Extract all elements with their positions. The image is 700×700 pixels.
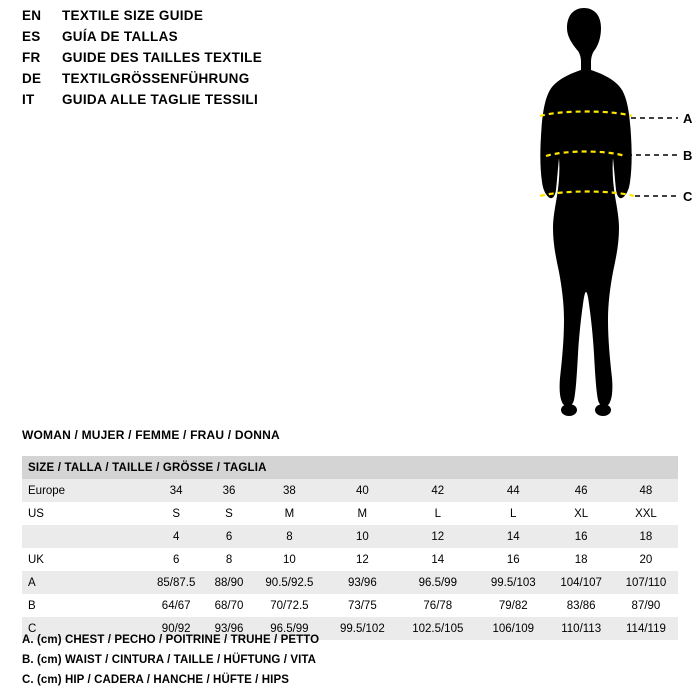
- cell-europe-1: 36: [222, 484, 236, 497]
- cell-usnum-1: 6: [225, 530, 233, 543]
- female-silhouette-icon: [540, 8, 631, 416]
- cell-a-7: 107/110: [625, 576, 667, 589]
- table-row-uk: [22, 548, 678, 571]
- cell-uk-6: 18: [574, 553, 588, 566]
- marker-label-c: C: [683, 189, 693, 204]
- cell-europe-3: 40: [355, 484, 369, 497]
- cell-uk-4: 14: [431, 553, 445, 566]
- row-label-a: A: [28, 576, 36, 589]
- title-row-it: [22, 92, 482, 113]
- cell-b-7: 87/90: [631, 599, 661, 612]
- cell-usnum-7: 18: [639, 530, 653, 543]
- language-code-en: EN: [22, 8, 42, 23]
- cell-a-6: 104/107: [560, 576, 602, 589]
- footnote-a: A. (cm) CHEST / PECHO / POITRINE / TRUHE / PETTO: [22, 634, 320, 646]
- cell-usnum-0: 4: [172, 530, 180, 543]
- measurement-figure: [470, 0, 700, 430]
- row-label-b: B: [28, 599, 36, 612]
- row-label-c: C: [28, 622, 37, 635]
- cell-usnum-6: 16: [574, 530, 588, 543]
- marker-leader-lines: [627, 118, 678, 196]
- cell-us-3: M: [357, 507, 368, 520]
- section-heading-woman: WOMAN / MUJER / FEMME / FRAU / DONNA: [22, 428, 280, 442]
- row-label-us: US: [28, 507, 44, 520]
- cell-europe-0: 34: [169, 484, 183, 497]
- language-code-fr: FR: [22, 50, 41, 65]
- row-label-europe: Europe: [28, 484, 66, 497]
- title-block: [22, 8, 482, 113]
- cell-europe-5: 44: [506, 484, 520, 497]
- cell-uk-1: 8: [225, 553, 233, 566]
- title-text-en: TEXTILE SIZE GUIDE: [62, 8, 204, 23]
- cell-uk-3: 12: [355, 553, 369, 566]
- language-code-it: IT: [22, 92, 35, 107]
- title-row-en: [22, 8, 482, 29]
- cell-a-5: 99.5/103: [490, 576, 536, 589]
- title-row-fr: [22, 50, 482, 71]
- title-row-de: [22, 71, 482, 92]
- cell-us-0: S: [172, 507, 181, 520]
- cell-c-5: 106/109: [492, 622, 535, 635]
- cell-us-7: XXL: [635, 507, 657, 520]
- cell-europe-4: 42: [431, 484, 445, 497]
- cell-usnum-5: 14: [506, 530, 520, 543]
- cell-c-6: 110/113: [561, 622, 602, 635]
- title-text-de: TEXTILGRÖSSENFÜHRUNG: [62, 71, 250, 86]
- cell-a-2: 90.5/92.5: [265, 576, 314, 589]
- table-header-label: SIZE / TALLA / TAILLE / GRÖSSE / TAGLIA: [28, 461, 267, 474]
- language-code-de: DE: [22, 71, 42, 86]
- table-row-a: [22, 571, 678, 594]
- title-row-es: [22, 29, 482, 50]
- table-row-us-numeric: [22, 525, 678, 548]
- cell-b-2: 70/72.5: [270, 599, 309, 612]
- marker-label-b: B: [683, 148, 693, 163]
- cell-europe-2: 38: [282, 484, 296, 497]
- cell-c-0: 90/92: [161, 622, 191, 635]
- row-label-uk: UK: [28, 553, 44, 566]
- cell-uk-5: 16: [506, 553, 520, 566]
- cell-us-6: XL: [574, 507, 589, 520]
- marker-label-a: A: [683, 111, 693, 126]
- cell-c-4: 102.5/105: [412, 622, 464, 635]
- cell-usnum-3: 10: [355, 530, 369, 543]
- cell-us-5: L: [510, 507, 517, 520]
- cell-c-7: 114/119: [626, 622, 666, 635]
- title-text-fr: GUIDE DES TAILLES TEXTILE: [62, 50, 263, 65]
- cell-a-4: 96.5/99: [418, 576, 457, 589]
- cell-c-1: 93/96: [214, 622, 244, 635]
- cell-b-6: 83/86: [566, 599, 596, 612]
- title-text-es: GUÍA DE TALLAS: [62, 29, 178, 44]
- cell-b-3: 73/75: [347, 599, 377, 612]
- row-label-us-numeric: [22, 525, 146, 548]
- cell-uk-2: 10: [282, 553, 296, 566]
- cell-us-4: L: [434, 507, 441, 520]
- cell-a-0: 85/87.5: [157, 576, 196, 589]
- cell-us-2: M: [284, 507, 295, 520]
- cell-europe-6: 46: [574, 484, 588, 497]
- cell-b-5: 79/82: [498, 599, 528, 612]
- cell-uk-7: 20: [639, 553, 653, 566]
- cell-uk-0: 6: [172, 553, 180, 566]
- footnote-b: B. (cm) WAIST / CINTURA / TAILLE / HÜFTUNG / VITA: [22, 654, 317, 666]
- cell-usnum-4: 12: [431, 530, 445, 543]
- cell-a-3: 93/96: [347, 576, 377, 589]
- footnotes-block: [22, 630, 682, 690]
- title-text-it: GUIDA ALLE TAGLIE TESSILI: [62, 92, 258, 107]
- footnote-c: C. (cm) HIP / CADERA / HANCHE / HÜFTE / HIPS: [22, 674, 290, 686]
- cell-europe-7: 48: [639, 484, 653, 497]
- table-header-row: [22, 456, 678, 479]
- cell-c-3: 99.5/102: [339, 622, 385, 635]
- cell-c-2: 96.5/99: [270, 622, 309, 635]
- cell-b-4: 76/78: [423, 599, 453, 612]
- table-row-b: [22, 594, 678, 617]
- cell-usnum-2: 8: [286, 530, 293, 543]
- cell-a-1: 88/90: [214, 576, 244, 589]
- cell-b-1: 68/70: [214, 599, 244, 612]
- language-code-es: ES: [22, 29, 41, 44]
- table-row-europe: [22, 479, 678, 502]
- size-table: [22, 456, 678, 640]
- cell-us-1: S: [225, 507, 233, 520]
- table-row-us: [22, 502, 678, 525]
- cell-b-0: 64/67: [161, 599, 191, 612]
